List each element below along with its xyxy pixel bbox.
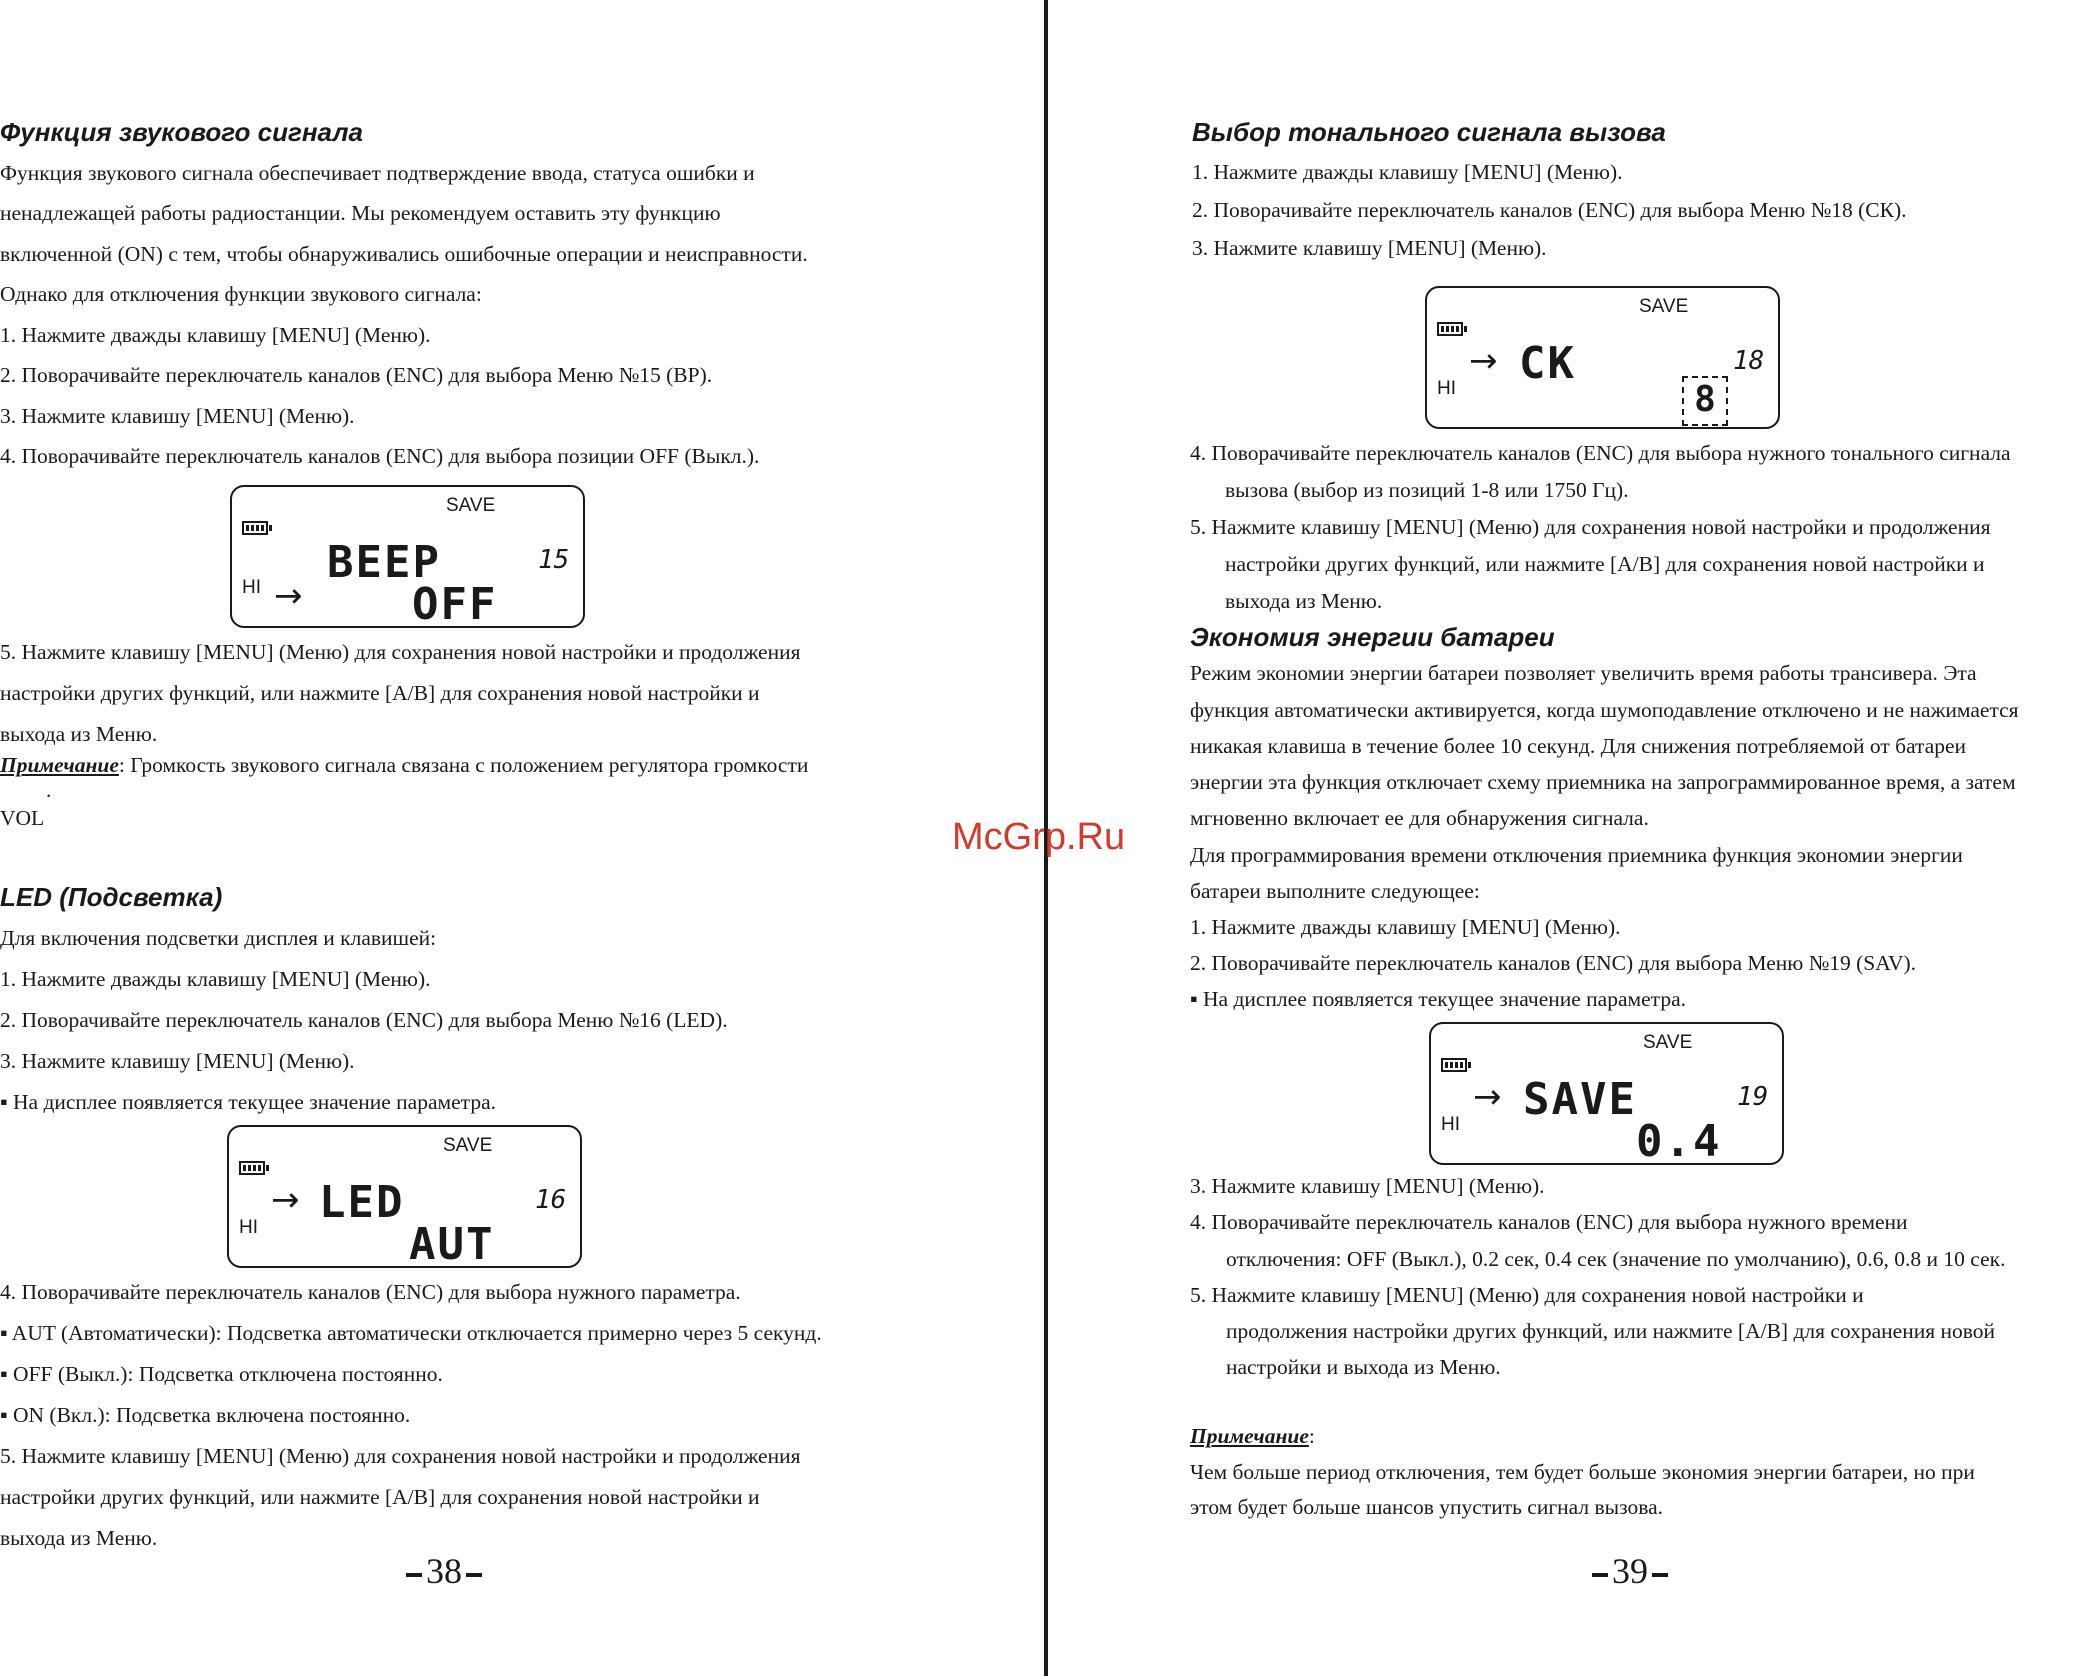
save-paragraph-line: никакая клавиша в течение более 10 секунд. Для снижения потребляемой от батареи xyxy=(1190,734,1967,758)
led-option: ▪ ON (Вкл.): Подсветка включена постоянно. xyxy=(0,1403,411,1427)
lcd-menu-number: 15 xyxy=(538,545,570,575)
beep-step-2: 2. Поворачивайте переключатель каналов (ENC) для выбора Меню №15 (BP). xyxy=(0,363,713,387)
beep-paragraph-line: Однако для отключения функции звукового сигнала: xyxy=(0,282,482,306)
save-step-5-line: 5. Нажмите клавишу [MENU] (Меню) для сохранения новой настройки и xyxy=(1190,1283,1864,1307)
ctcss-step-5-line: выхода из Меню. xyxy=(1225,589,1383,613)
beep-paragraph-line: ненадлежащей работы радиостанции. Мы рекомендуем оставить эту функцию xyxy=(0,201,721,225)
save-bullet: ▪ На дисплее появляется текущее значение параметра. xyxy=(1190,987,1686,1011)
ctcss-step-2: 2. Поворачивайте переключатель каналов (ENC) для выбора Меню №18 (СК). xyxy=(1192,198,1907,222)
save-step-5-line: настройки и выхода из Меню. xyxy=(1226,1355,1501,1379)
ctcss-step-1: 1. Нажмите дважды клавишу [MENU] (Меню). xyxy=(1192,160,1623,184)
save-step-2: 2. Поворачивайте переключатель каналов (ENC) для выбора Меню №19 (SAV). xyxy=(1190,951,1917,975)
lcd-tone-digit: 8 xyxy=(1682,376,1728,426)
beep-paragraph-line: включенной (ON) с тем, чтобы обнаруживались ошибочные операции и неисправности. xyxy=(0,242,808,266)
battery-icon xyxy=(1437,322,1463,336)
ctcss-step-5-line: 5. Нажмите клавишу [MENU] (Меню) для сохранения новой настройки и продолжения xyxy=(1190,515,1991,539)
led-step-5-line: выхода из Меню. xyxy=(0,1526,158,1550)
beep-step-5-line: 5. Нажмите клавишу [MENU] (Меню) для сохранения новой настройки и продолжения xyxy=(0,640,801,664)
arrow-right-icon: → xyxy=(1473,1077,1502,1117)
lcd-menu-number: 19 xyxy=(1737,1082,1769,1112)
beep-paragraph-line: Функция звукового сигнала обеспечивает подтверждение ввода, статуса ошибки и xyxy=(0,161,755,185)
beep-step-1: 1. Нажмите дважды клавишу [MENU] (Меню). xyxy=(0,323,431,347)
save-step-4-line: 4. Поворачивайте переключатель каналов (ENC) для выбора нужного времени xyxy=(1190,1210,1908,1234)
ctcss-step-5-line: настройки других функций, или нажмите [A/B] для сохранения новой настройки и xyxy=(1225,552,1985,576)
note-colon: : xyxy=(1308,1424,1315,1448)
lcd-hi-label: HI xyxy=(1437,378,1456,399)
note-vol: VOL xyxy=(0,806,45,830)
beep-step-5-line: выхода из Меню. xyxy=(0,722,158,746)
battery-icon xyxy=(239,1161,265,1175)
lcd-hi-label: HI xyxy=(242,577,261,598)
save-note xyxy=(1190,1426,1315,1448)
led-step-1: 1. Нажмите дважды клавишу [MENU] (Меню). xyxy=(0,967,431,991)
note-dot: . xyxy=(46,778,52,802)
save-note-line: этом будет больше шансов упустить сигнал вызова. xyxy=(1190,1495,1663,1519)
lcd-display-led xyxy=(227,1125,582,1268)
save-paragraph-line: Режим экономии энергии батареи позволяет увеличить время работы трансивера. Эта xyxy=(1190,661,1977,685)
lcd-save-label: SAVE xyxy=(1639,296,1689,317)
save-note-line: Чем больше период отключения, тем будет больше экономия энергии батареи, но при xyxy=(1190,1460,1975,1484)
save-step-4-line: отключения: OFF (Выкл.), 0.2 сек, 0.4 сек (значение по умолчанию), 0.6, 0.8 и 10 сек. xyxy=(1226,1247,2006,1271)
save-step-1: 1. Нажмите дважды клавишу [MENU] (Меню). xyxy=(1190,915,1621,939)
beep-note xyxy=(0,755,808,777)
save-paragraph-line: батареи выполните следующее: xyxy=(1190,879,1480,903)
battery-icon xyxy=(1441,1058,1467,1072)
lcd-display-ctcss xyxy=(1425,286,1780,429)
lcd-menu-name: SAVE xyxy=(1523,1074,1637,1125)
beep-step-5-line: настройки других функций, или нажмите [A/B] для сохранения новой настройки и xyxy=(0,681,760,705)
lcd-save-label: SAVE xyxy=(1643,1032,1693,1053)
lcd-menu-number: 16 xyxy=(535,1185,567,1215)
watermark: McGrp.Ru xyxy=(952,816,1126,858)
note-label: Примечание xyxy=(0,753,119,777)
beep-step-3: 3. Нажмите клавишу [MENU] (Меню). xyxy=(0,404,355,428)
lcd-hi-label: HI xyxy=(239,1217,258,1238)
lcd-menu-name: LED xyxy=(319,1177,405,1228)
lcd-menu-number: 18 xyxy=(1733,346,1765,376)
arrow-right-icon: → xyxy=(271,1180,300,1220)
arrow-right-icon: → xyxy=(1469,341,1498,381)
lcd-display-save xyxy=(1429,1022,1784,1165)
heading-ctcss: Выбор тонального сигнала вызова xyxy=(1192,117,1666,147)
battery-icon xyxy=(242,521,268,535)
lcd-menu-name: CK xyxy=(1519,338,1576,389)
ctcss-step-3: 3. Нажмите клавишу [MENU] (Меню). xyxy=(1192,236,1547,260)
note-label: Примечание xyxy=(1190,1424,1309,1448)
led-step-5-line: 5. Нажмите клавишу [MENU] (Меню) для сохранения новой настройки и продолжения xyxy=(0,1444,801,1468)
lcd-hi-label: HI xyxy=(1441,1114,1460,1135)
led-paragraph: Для включения подсветки дисплея и клавишей: xyxy=(0,926,437,950)
heading-led: LED (Подсветка) xyxy=(0,882,223,912)
note-text: : Громкость звукового сигнала связана с положением регулятора громкости xyxy=(118,753,809,777)
save-step-5-line: продолжения настройки других функций, или нажмите [A/B] для сохранения новой xyxy=(1226,1319,1996,1343)
lcd-menu-value: OFF xyxy=(412,579,498,630)
heading-beep: Функция звукового сигнала xyxy=(0,117,363,147)
beep-step-4: 4. Поворачивайте переключатель каналов (ENC) для выбора позиции OFF (Выкл.). xyxy=(0,444,760,468)
lcd-menu-value: 0.4 xyxy=(1636,1116,1722,1167)
page-number-left: 38 xyxy=(402,1553,486,1589)
lcd-save-label: SAVE xyxy=(443,1135,493,1156)
lcd-menu-name: BEEP xyxy=(327,537,441,588)
save-paragraph-line: энергии эта функция отключает схему приемника на запрограммированное время, а затем xyxy=(1190,770,2016,794)
save-paragraph-line: Для программирования времени отключения приемника функция экономии энергии xyxy=(1190,843,1963,867)
lcd-display-beep xyxy=(230,485,585,628)
led-option: ▪ OFF (Выкл.): Подсветка отключена постоянно. xyxy=(0,1362,443,1386)
led-step-3: 3. Нажмите клавишу [MENU] (Меню). xyxy=(0,1049,355,1073)
page-number-right: 39 xyxy=(1588,1553,1672,1589)
led-step-4: 4. Поворачивайте переключатель каналов (ENC) для выбора нужного параметра. xyxy=(0,1280,741,1304)
led-option: ▪ AUT (Автоматически): Подсветка автоматически отключается примерно через 5 секунд. xyxy=(0,1321,822,1345)
ctcss-step-4-line: вызова (выбор из позиций 1-8 или 1750 Гц). xyxy=(1225,478,1629,502)
arrow-right-icon: → xyxy=(274,576,303,616)
heading-battery-save: Экономия энергии батареи xyxy=(1190,622,1555,652)
led-bullet: ▪ На дисплее появляется текущее значение параметра. xyxy=(0,1090,496,1114)
save-step-3: 3. Нажмите клавишу [MENU] (Меню). xyxy=(1190,1174,1545,1198)
led-step-5-line: настройки других функций, или нажмите [A/B] для сохранения новой настройки и xyxy=(0,1485,760,1509)
lcd-menu-value: AUT xyxy=(409,1219,495,1270)
led-step-2: 2. Поворачивайте переключатель каналов (ENC) для выбора Меню №16 (LED). xyxy=(0,1008,728,1032)
ctcss-step-4-line: 4. Поворачивайте переключатель каналов (ENC) для выбора нужного тонального сигнала xyxy=(1190,441,2011,465)
save-paragraph-line: функция автоматически активируется, когда шумоподавление отключено и не нажимается xyxy=(1190,698,2019,722)
save-paragraph-line: мгновенно включает ее для обнаружения сигнала. xyxy=(1190,806,1649,830)
lcd-save-label: SAVE xyxy=(446,495,496,516)
